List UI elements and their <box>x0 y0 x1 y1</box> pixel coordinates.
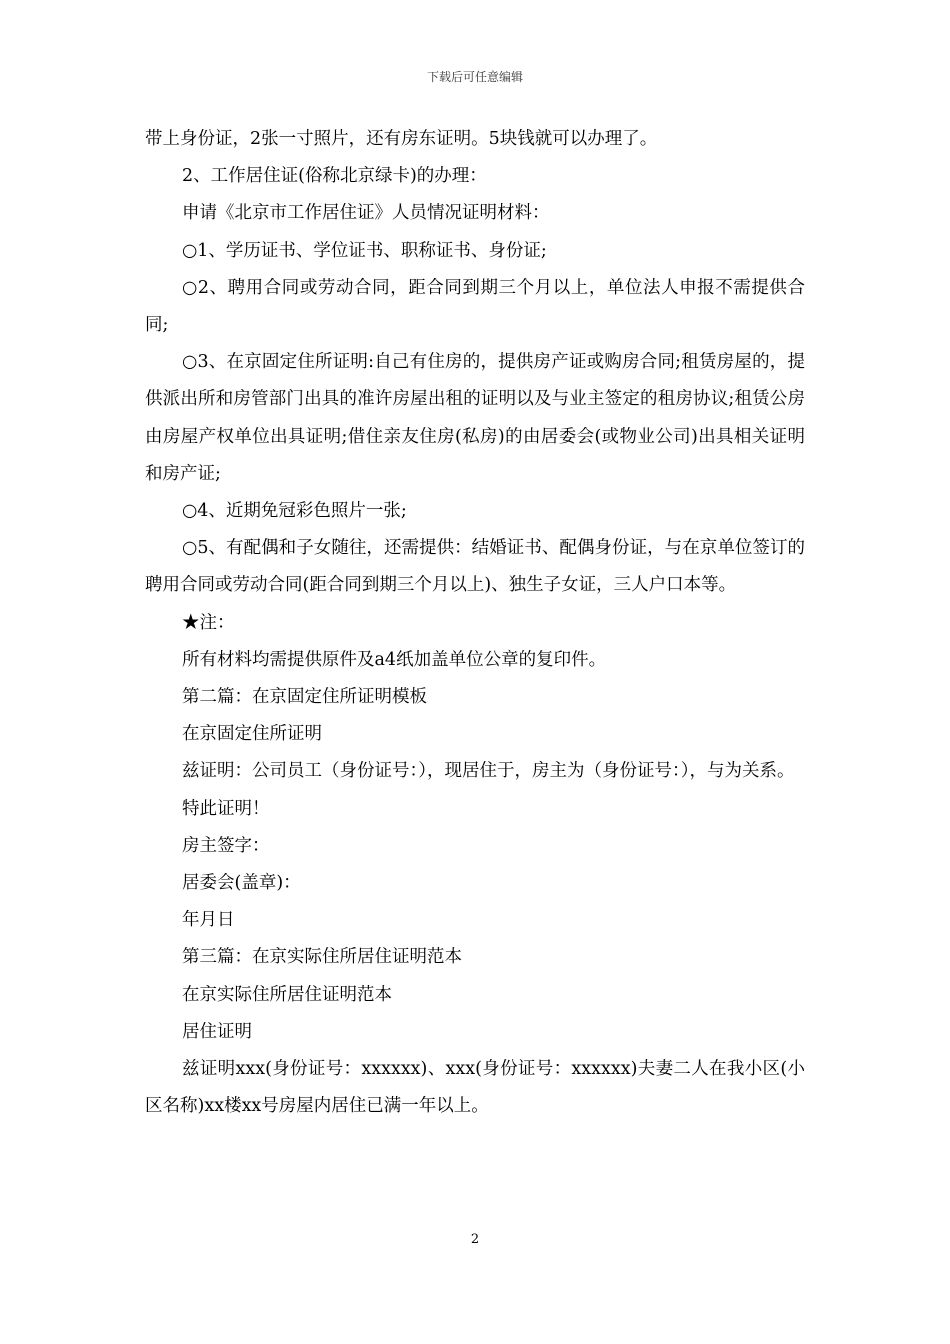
paragraph: ○5、有配偶和子女随往，还需提供：结婚证书、配偶身份证，与在京单位签订的聘用合同或劳动合同(距合同到期三个月以上)、独生子女证，三人户口本等。 <box>145 538 805 596</box>
paragraph: 在京实际住所居住证明范本 <box>182 984 392 1005</box>
paragraph: 居委会(盖章)： <box>182 873 301 894</box>
paragraph: 带上身份证，2张一寸照片，还有房东证明。5块钱就可以办理了。 <box>145 129 658 149</box>
paragraph: ○4、近期免冠彩色照片一张; <box>182 501 407 522</box>
paragraph: ○2、聘用合同或劳动合同，距合同到期三个月以上，单位法人申报不需提供合同; <box>145 277 805 336</box>
paragraph: 所有材料均需提供原件及a4纸加盖单位公章的复印件。 <box>182 649 607 670</box>
paragraph: 居住证明 <box>182 1021 252 1042</box>
paragraph: ★注： <box>182 612 235 633</box>
paragraph: 第三篇：在京实际住所居住证明范本 <box>182 947 462 968</box>
paragraph: ○1、学历证书、学位证书、职称证书、身份证; <box>182 240 547 261</box>
paragraph: ○3、在京固定住所证明:自己有住房的，提供房产证或购房合同;租赁房屋的，提供派出所和房管部门出具的准许房屋出租的证明以及与业主签定的租房协议;租赁公房由房屋产权单位出具证明;借住亲友住房(私房)的由居委会(或物业公司)出具相关证明和房产证; <box>145 352 805 484</box>
paragraph: 申请《北京市工作居住证》人员情况证明材料： <box>182 203 550 224</box>
paragraph: 2、工作居住证(俗称北京绿卡)的办理： <box>182 166 487 187</box>
paragraph: 年月日 <box>182 910 235 931</box>
page-number: 2 <box>470 1232 480 1247</box>
document-body <box>145 121 805 1125</box>
paragraph: 第二篇：在京固定住所证明模板 <box>182 687 427 708</box>
page-header: 下载后可任意编辑 <box>426 70 523 84</box>
paragraph: 特此证明！ <box>182 798 270 819</box>
paragraph: 兹证明：公司员工（身份证号：），现居住于，房主为（身份证号：），与为关系。 <box>182 761 795 782</box>
paragraph: 在京固定住所证明 <box>182 724 322 745</box>
paragraph: 兹证明xxx(身份证号：xxxxxx)、xxx(身份证号：xxxxxx)夫妻二人在我小区(小区名称)xx楼xx号房屋内居住已满一年以上。 <box>145 1059 805 1117</box>
paragraph: 房主签字： <box>182 835 270 856</box>
